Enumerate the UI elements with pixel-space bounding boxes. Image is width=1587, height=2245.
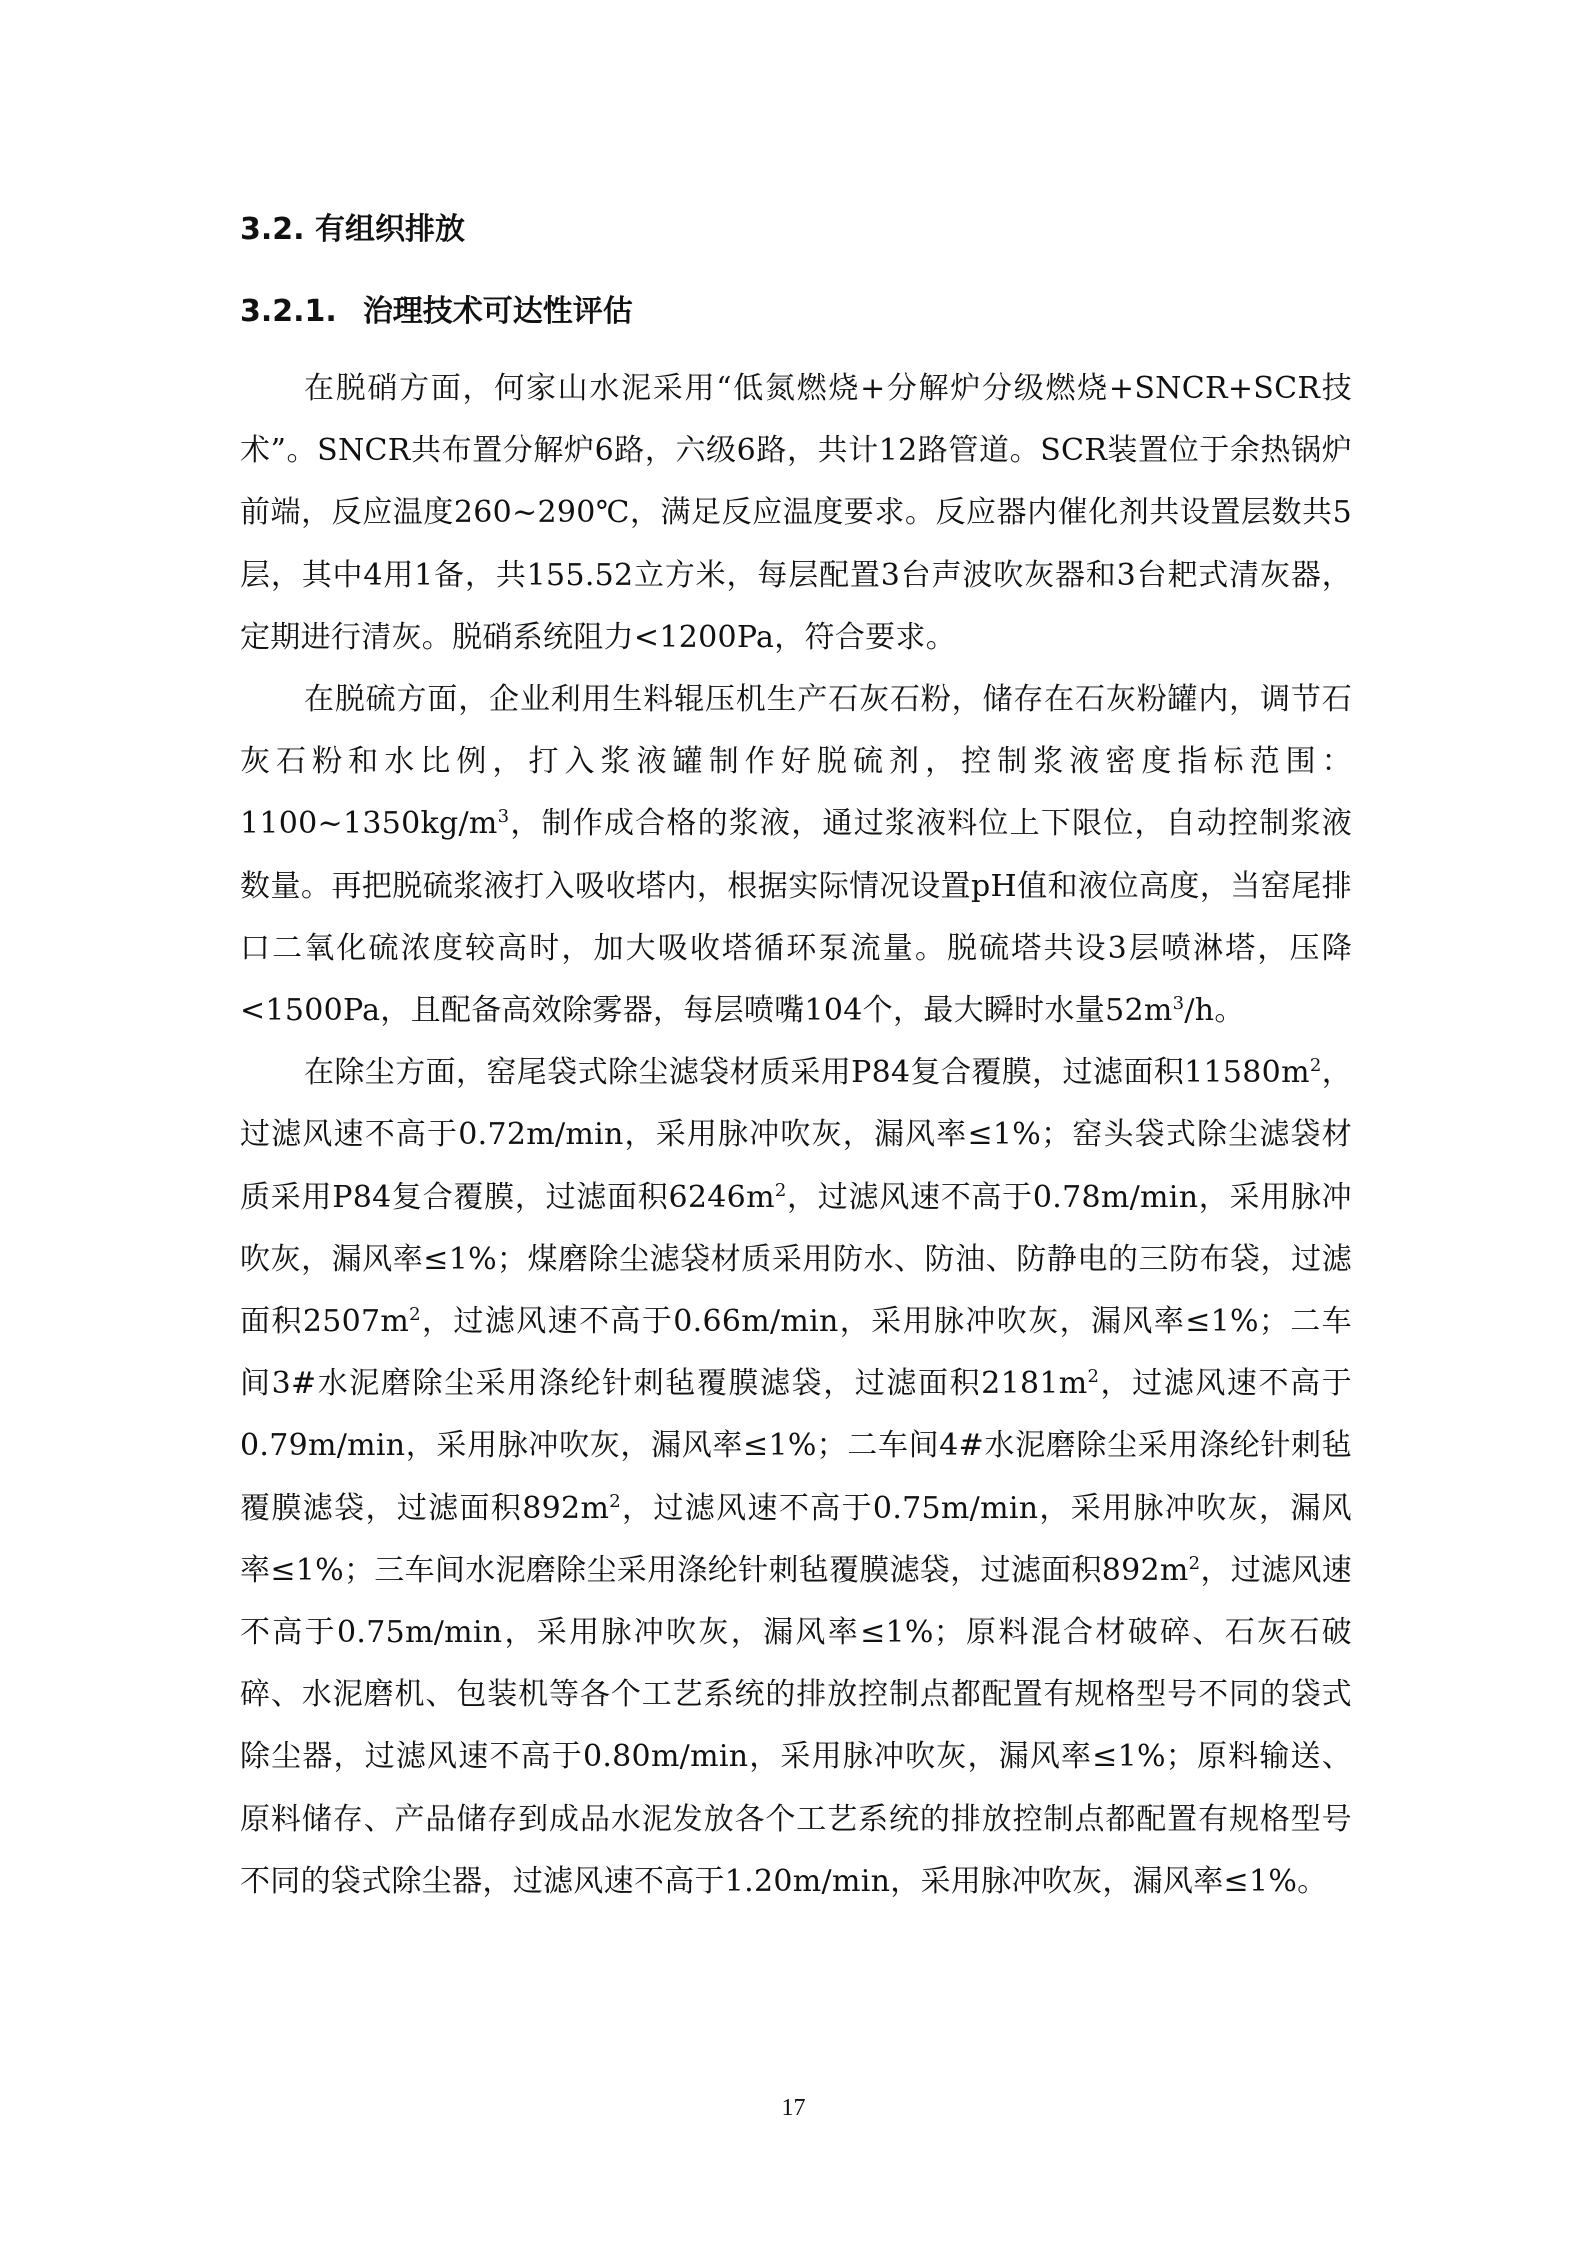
superscript-3: 3 — [497, 806, 510, 828]
section-number: 3.2. — [240, 212, 305, 247]
superscript-2: 2 — [1309, 1055, 1322, 1077]
superscript-2: 2 — [774, 1179, 787, 1201]
subsection-number: 3.2.1. — [240, 294, 337, 329]
superscript-2: 2 — [1087, 1366, 1100, 1388]
subsection-title: 治理技术可达性评估 — [362, 294, 633, 329]
paragraph-desulfurization — [240, 669, 1352, 1042]
superscript-2: 2 — [609, 1490, 621, 1512]
dedusting-text-6: ，过滤风速不高于0.75m/min，采用脉冲吹灰，漏风率≤1%；三车间水泥磨除尘采用涤纶针刺毡覆膜滤袋，过滤面积892m — [240, 1490, 1352, 1588]
paragraph-denitration: 在脱硝方面，何家山水泥采用“低氮燃烧+分解炉分级燃烧+SNCR+SCR技术”。SNCR共布置分解炉6路，六级6路，共计12路管道。SCR装置位于余热锅炉前端，反应温度260~290℃，满足反应温度要求。反应器内催化剂共设置层数共5层，其中4用1备，共155.52立方米，每层配置3台声波吹灰器和3台耙式清灰器，定期进行清灰。脱硝系统阻力<1200Pa，符合要求。 — [240, 371, 1352, 655]
section-title: 有组织排放 — [315, 212, 465, 247]
superscript-3: 3 — [1172, 993, 1185, 1015]
dedusting-text-7: ，过滤风速不高于0.75m/min，采用脉冲吹灰，漏风率≤1%；原料混合材破碎、石灰石破碎、水泥磨机、包装机等各个工艺系统的排放控制点都配置有规格型号不同的袋式除尘器，过滤风速不高于0.80m/min，采用脉冲吹灰，漏风率≤1%；原料输送、原料储存、产品储存到成品水泥发放各个工艺系统的排放控制点都配置有规格型号不同的袋式除尘器，过滤风速不高于1.20m/min，采用脉冲吹灰，漏风率≤1%。 — [240, 1552, 1353, 1899]
superscript-2: 2 — [1188, 1552, 1201, 1574]
dedusting-text-4: ，过滤风速不高于0.66m/min，采用脉冲吹灰，漏风率≤1%；二车间3#水泥磨除尘采用涤纶针刺毡覆膜滤袋，过滤面积2181m — [240, 1304, 1352, 1402]
body-text — [240, 358, 1352, 1913]
subsection-heading — [240, 292, 633, 332]
desulfurization-text-2: ，制作成合格的浆液，通过浆液料位上下限位，自动控制浆液数量。再把脱硫浆液打入吸收塔内，根据实际情况设置pH值和液位高度，当窑尾排口二氧化硫浓度较高时，加大吸收塔循环泵流量。脱硫塔共设3层喷淋塔，压降<1500Pa，且配备高效除雾器，每层喷嘴104个，最大瞬时水量52m — [240, 806, 1352, 1029]
page-number: 17 — [781, 2095, 806, 2121]
desulfurization-text-1: 在脱硫方面，企业利用生料辊压机生产石灰石粉，储存在石灰粉罐内，调节石灰石粉和水比例，打入浆液罐制作好脱硫剂，控制浆液密度指标范围：1100~1350kg/m — [240, 682, 1352, 842]
superscript-2: 2 — [409, 1304, 421, 1326]
dedusting-text-5: ，过滤风速不高于0.79m/min，采用脉冲吹灰，漏风率≤1%；二车间4#水泥磨除尘采用涤纶针刺毡覆膜滤袋，过滤面积892m — [240, 1366, 1353, 1526]
dedusting-text-2: ，过滤风速不高于0.72m/min，采用脉冲吹灰，漏风率≤1%；窑头袋式除尘滤袋材质采用P84复合覆膜，过滤面积6246m — [240, 1055, 1352, 1215]
section-heading — [240, 210, 465, 250]
desulfurization-text-3: /h。 — [1184, 993, 1245, 1029]
dedusting-text-1: 在除尘方面，窑尾袋式除尘滤袋材质采用P84复合覆膜，过滤面积11580m — [304, 1055, 1310, 1091]
dedusting-text-3: ，过滤风速不高于0.78m/min，采用脉冲吹灰，漏风率≤1%；煤磨除尘滤袋材质采用防水、防油、防静电的三防布袋，过滤面积2507m — [240, 1179, 1352, 1340]
paragraph-dedusting — [240, 1042, 1352, 1913]
